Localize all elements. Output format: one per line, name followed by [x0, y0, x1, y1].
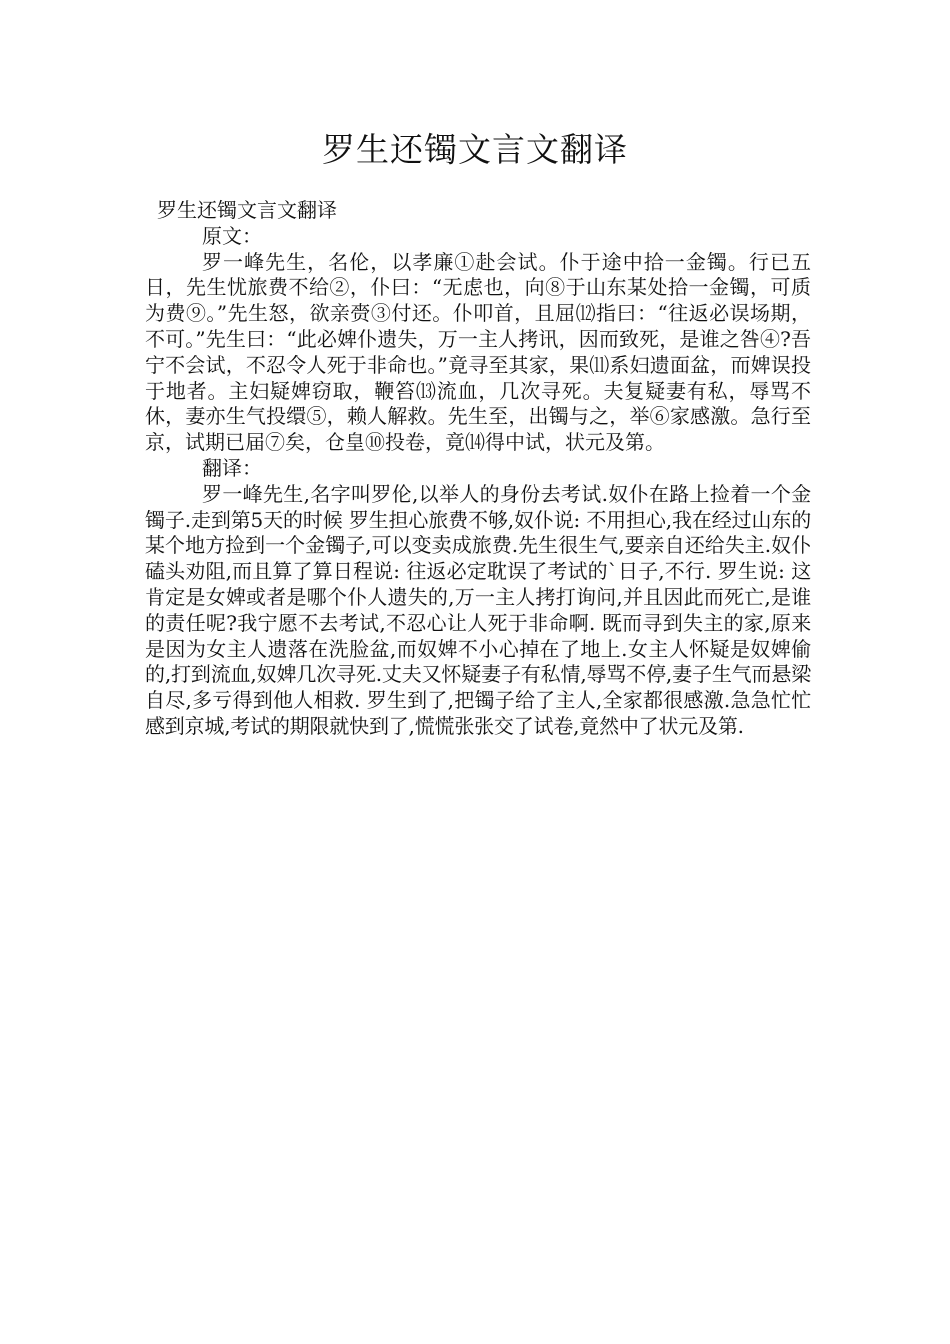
translation-label: 翻译： — [202, 455, 262, 480]
document-title: 罗生还镯文言文翻译 — [322, 130, 628, 169]
document-body — [145, 198, 811, 740]
translation-paragraph: 罗一峰先生,名字叫罗伦,以举人的身份去考试.奴仆在路上捡着一个金镯子.走到第5天的时候 罗生担心旅费不够,奴仆说: 不用担心,我在经过山东的某个地方捡到一个金镯子,可以变卖成旅费.先生很生气,要亲自还给失主.奴仆磕头劝阻,而且算了算日程说: 往返必定耽误了考试的`日子,不行. 罗生说: 这肯定是女婢或者是哪个仆人遗失的,万一主人拷打询问,并且因此而死亡,是谁的责任呢?我宁愿不去考试,不忍心让人死于非命啊. 既而寻到失主的家,原来是因为女主人遗落在洗脸盆,而奴婢不小心掉在了地上.女主人怀疑是奴婢偷的,打到流血,奴婢几次寻死.丈夫又怀疑妻子有私情,辱骂不停,妻子生气而悬梁自尽,多亏得到他人相救. 罗生到了,把镯子给了主人,全家都很感激.急急忙忙感到京城,考试的期限就快到了,慌慌张张交了试卷,竟然中了状元及第. — [145, 481, 811, 738]
original-text-label: 原文： — [202, 223, 262, 248]
original-text-paragraph: 罗一峰先生，名伦，以孝廉①赴会试。仆于途中拾一金镯。行已五日，先生忧旅费不给②，仆曰：“无虑也，向⑧于山东某处拾一金镯，可质为费⑨。”先生怒，欲亲赍③付还。仆叩首，且屈⑿指曰：“往返必误场期，不可。”先生曰：“此必婢仆遗失，万一主人拷讯，因而致死，是谁之咎④?吾宁不会试，不忍令人死于非命也。”竟寻至其家，果⑾系妇遗面盆，而婢误投于地者。主妇疑婢窃取，鞭笞⒀流血，几次寻死。夫复疑妻有私，辱骂不休，妻亦生气投缳⑤，赖人解救。先生至，出镯与之，举⑥家感激。急行至京，试期已届⑦矣，仓皇⑩投卷，竟⒁得中试，状元及第。 — [145, 249, 811, 455]
document-subtitle: 罗生还镯文言文翻译 — [157, 198, 337, 222]
